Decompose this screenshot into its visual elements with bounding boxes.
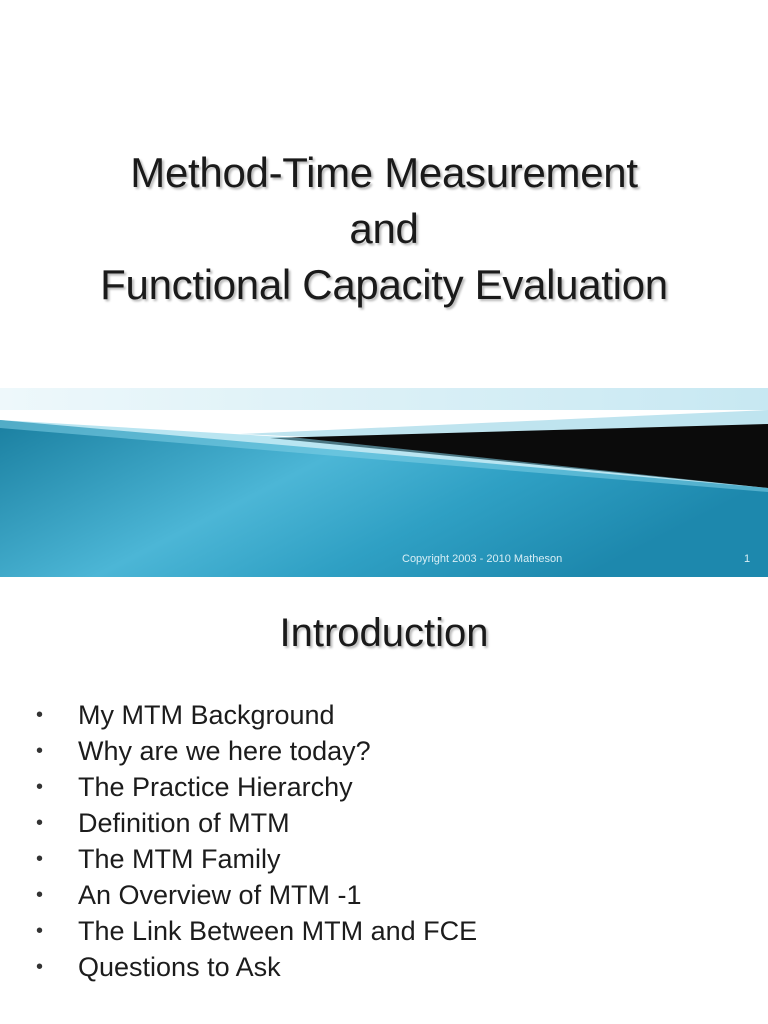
bullet-icon: • (36, 848, 44, 870)
bullet-icon: • (36, 740, 44, 762)
bullet-text: The MTM Family (78, 844, 281, 874)
bullet-text: Definition of MTM (78, 808, 290, 838)
title-line-1: Method-Time Measurement (130, 149, 638, 196)
bullet-icon: • (36, 776, 44, 798)
bullet-icon: • (36, 884, 44, 906)
footer-copyright: Copyright 2003 - 2010 Matheson (402, 553, 563, 565)
decorative-banner (0, 388, 768, 577)
introduction-slide (0, 577, 768, 1024)
bullet-icon: • (36, 956, 44, 978)
bullet-text: An Overview of MTM -1 (78, 880, 362, 910)
bullet-text: The Practice Hierarchy (78, 772, 353, 802)
title-line-3: Functional Capacity Evaluation (100, 261, 668, 308)
bullet-text: My MTM Background (78, 700, 335, 730)
banner-light-band (0, 388, 768, 410)
bullet-icon: • (36, 920, 44, 942)
bullet-text: The Link Between MTM and FCE (78, 916, 478, 946)
introduction-title: Introduction (279, 611, 489, 655)
slide-number: 1 (744, 553, 751, 565)
bullet-text: Questions to Ask (78, 952, 281, 982)
title-line-2: and (349, 205, 419, 252)
bullet-text: Why are we here today? (78, 736, 371, 766)
slide-title (0, 145, 768, 313)
bullet-icon: • (36, 704, 44, 726)
bullet-icon: • (36, 812, 44, 834)
